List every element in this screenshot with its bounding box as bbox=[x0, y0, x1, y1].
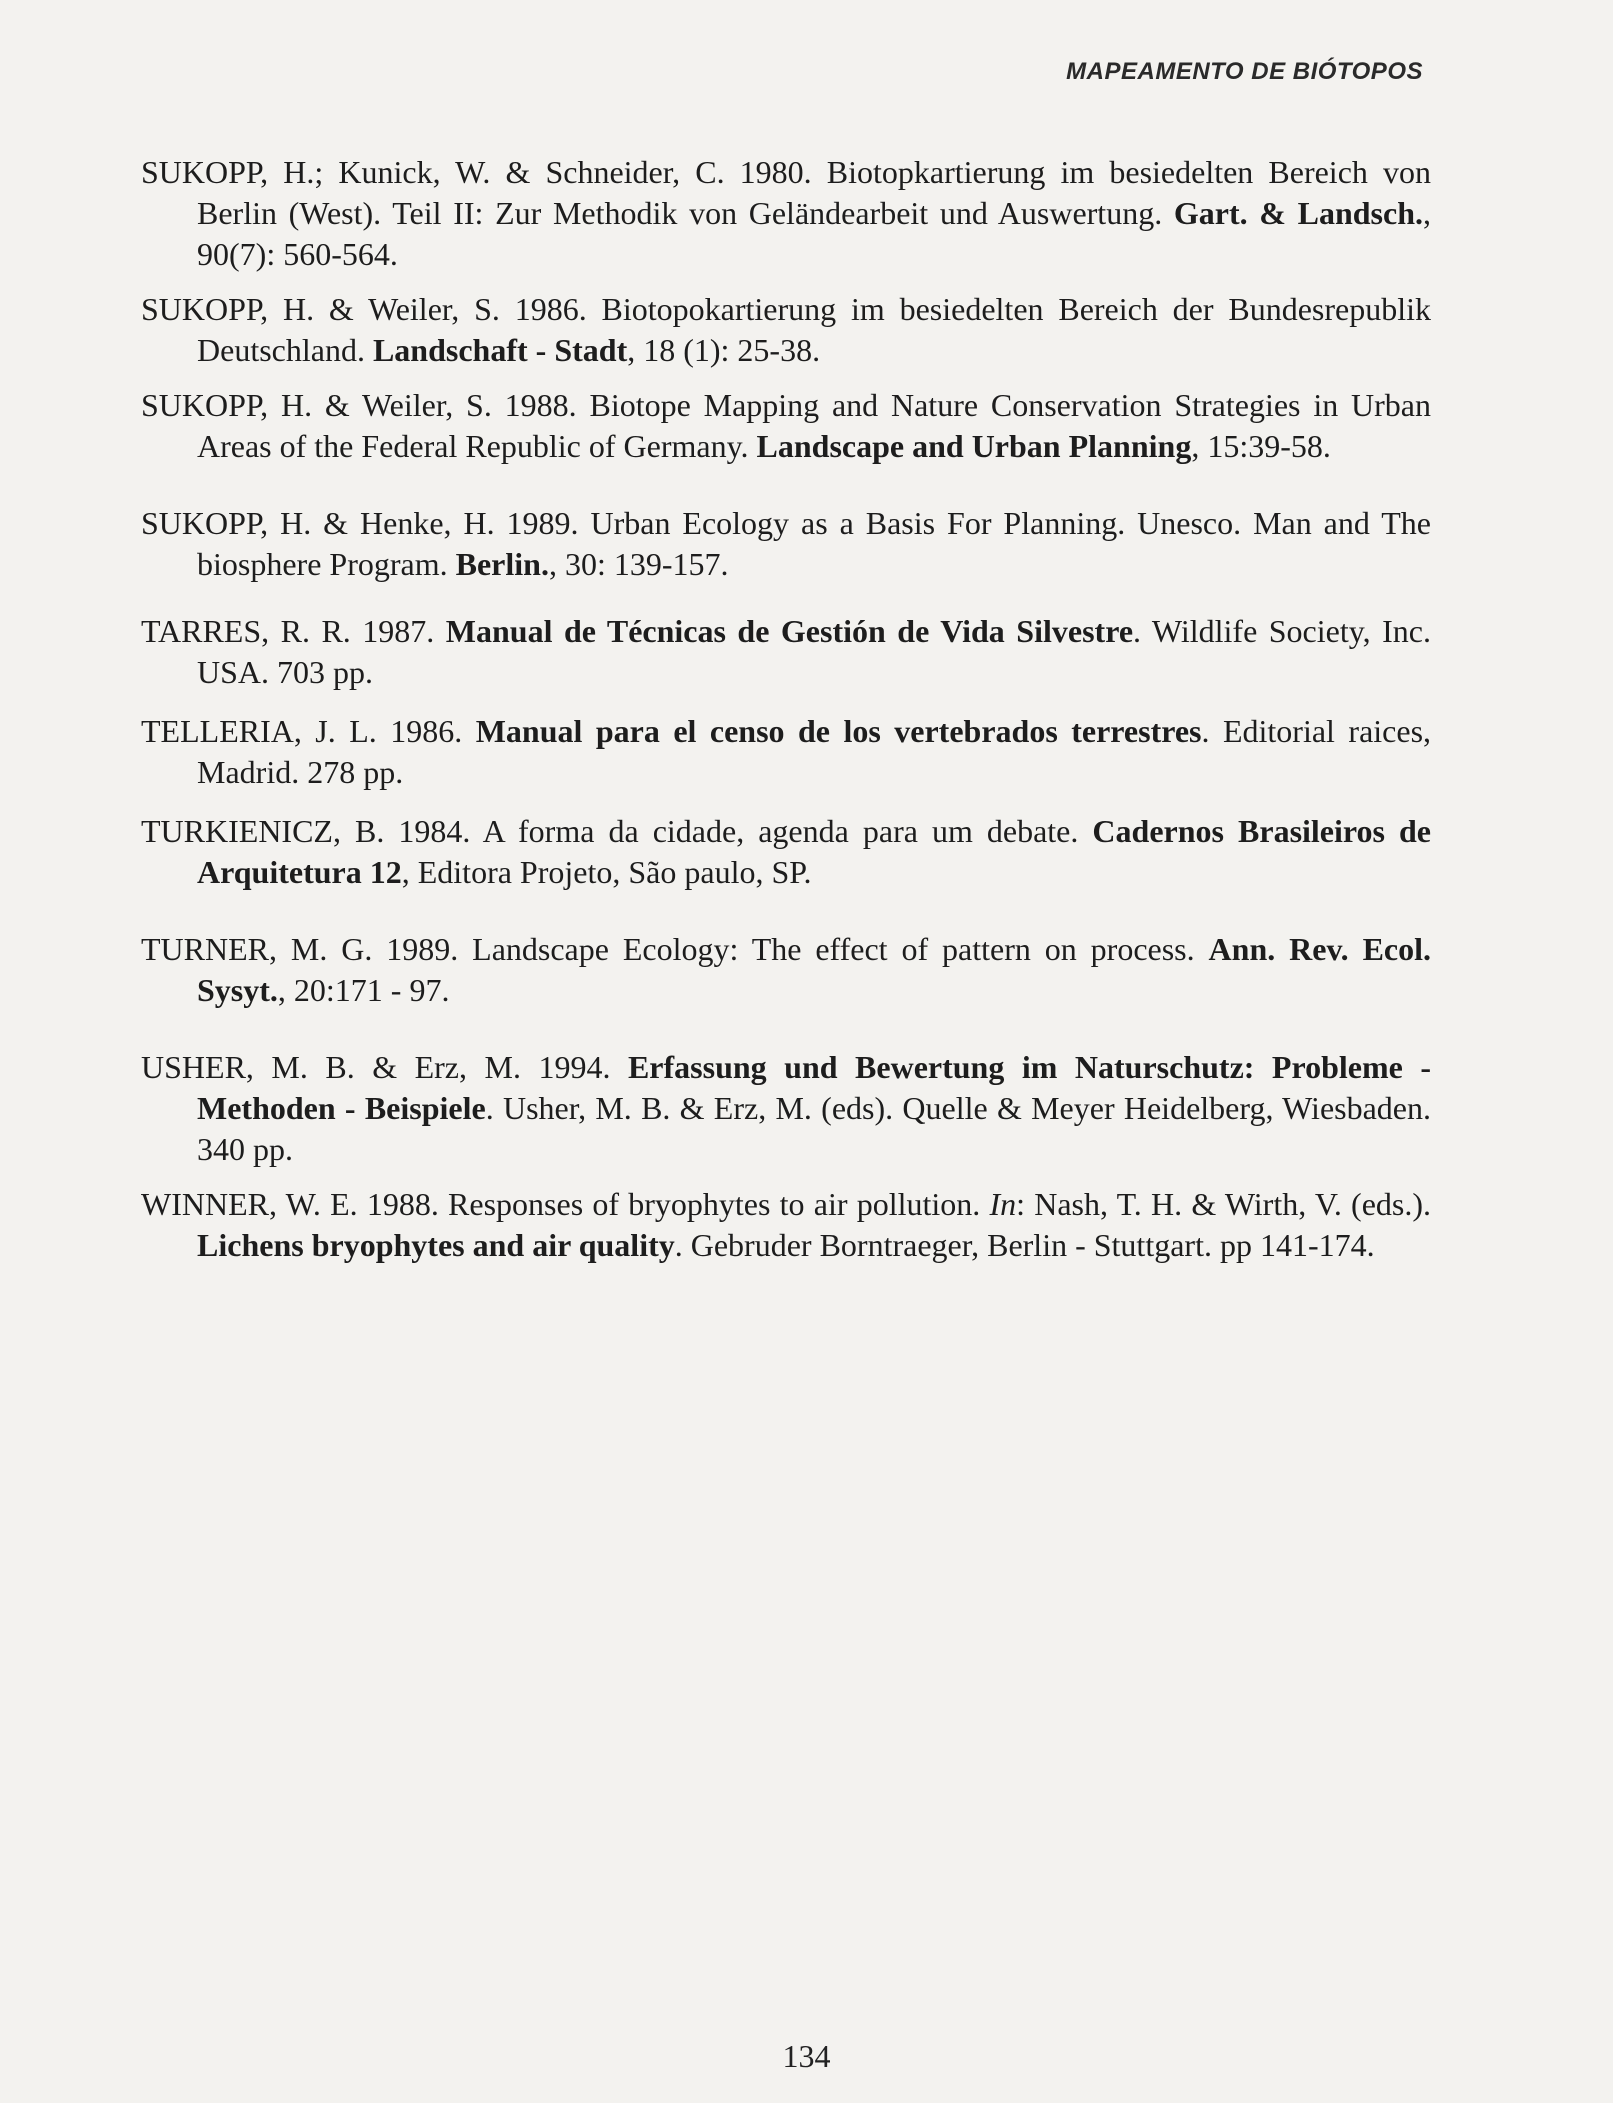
running-header bbox=[1066, 58, 1423, 86]
reference-text: SUKOPP, H. & Weiler, S. 1986. Biotopokartierung im besiedelten Bereich der Bundesrepublik Deutschland. bbox=[141, 291, 1431, 368]
reference-text: TARRES, R. R. 1987. bbox=[141, 613, 446, 649]
reference-text: . Gebruder Borntraeger, Berlin - Stuttgart. pp 141-174. bbox=[674, 1227, 1375, 1263]
reference-title: Landschaft - Stadt bbox=[372, 332, 628, 368]
reference-title: Cadernos Brasileiros de Arquitetura 12 bbox=[197, 813, 1432, 890]
reference-title: Gart. & Landsch. bbox=[1173, 195, 1424, 231]
reference-text: , 18 (1): 25-38. bbox=[627, 332, 821, 368]
reference-entry bbox=[141, 611, 1431, 693]
reference-title: Manual de Técnicas de Gestión de Vida Silvestre bbox=[445, 613, 1134, 649]
reference-title: Ann. Rev. Ecol. Sysyt. bbox=[197, 931, 1432, 1008]
reference-entry bbox=[141, 385, 1431, 467]
reference-entry bbox=[141, 289, 1431, 371]
reference-text: , 15:39-58. bbox=[1191, 428, 1331, 464]
reference-text: TURNER, M. G. 1989. Landscape Ecology: The effect of pattern on process. bbox=[141, 931, 1209, 967]
reference-list bbox=[141, 152, 1431, 1266]
reference-entry bbox=[141, 1047, 1431, 1170]
reference-entry bbox=[141, 503, 1431, 585]
reference-text: , 30: 139-157. bbox=[548, 546, 729, 582]
reference-italic: In bbox=[989, 1186, 1017, 1222]
reference-text: SUKOPP, H. & Henke, H. 1989. Urban Ecology as a Basis For Planning. Unesco. Man and The biosphere Program. bbox=[141, 505, 1431, 582]
reference-text: , 20:171 - 97. bbox=[277, 972, 450, 1008]
reference-entry bbox=[141, 929, 1431, 1011]
reference-text: USHER, M. B. & Erz, M. 1994. bbox=[141, 1049, 628, 1085]
reference-title: Lichens bryophytes and air quality bbox=[197, 1227, 675, 1263]
reference-title: Landscape and Urban Planning bbox=[756, 428, 1192, 464]
running-title: MAPEAMENTO DE BIÓTOPOS bbox=[1066, 58, 1423, 85]
reference-text: . Usher, M. B. & Erz, M. (eds). Quelle & Meyer Heidelberg, Wiesbaden. 340 pp. bbox=[197, 1090, 1432, 1167]
reference-entry bbox=[141, 152, 1431, 275]
reference-title: Berlin. bbox=[455, 546, 549, 582]
reference-text: WINNER, W. E. 1988. Responses of bryophytes to air pollution. bbox=[141, 1186, 990, 1222]
reference-text: SUKOPP, H.; Kunick, W. & Schneider, C. 1980. Biotopkartierung im besiedelten Bereich von Berlin (West). Teil II: Zur Methodik von Geländearbeit und Auswertung. bbox=[141, 154, 1431, 231]
reference-text: : Nash, T. H. & Wirth, V. (eds.). bbox=[1016, 1186, 1432, 1222]
reference-text: . Editorial raices, Madrid. 278 pp. bbox=[197, 713, 1432, 790]
reference-title: Erfassung und Bewertung im Naturschutz: Probleme - Methoden - Beispiele bbox=[197, 1049, 1432, 1126]
reference-text: . Wildlife Society, Inc. USA. 703 pp. bbox=[197, 613, 1432, 690]
reference-text: TELLERIA, J. L. 1986. bbox=[141, 713, 476, 749]
reference-entry bbox=[141, 711, 1431, 793]
reference-text: , Editora Projeto, São paulo, SP. bbox=[401, 854, 812, 890]
reference-text: SUKOPP, H. & Weiler, S. 1988. Biotope Mapping and Nature Conservation Strategies in Urban Areas of the Federal Republic of Germany. bbox=[141, 387, 1431, 464]
reference-title: Manual para el censo de los vertebrados terrestres bbox=[475, 713, 1202, 749]
reference-entry bbox=[141, 811, 1431, 893]
reference-text: TURKIENICZ, B. 1984. A forma da cidade, agenda para um debate. bbox=[141, 813, 1093, 849]
reference-text: , 90(7): 560-564. bbox=[197, 195, 1432, 272]
page-number: 134 bbox=[782, 2038, 831, 2074]
reference-entry bbox=[141, 1184, 1431, 1266]
